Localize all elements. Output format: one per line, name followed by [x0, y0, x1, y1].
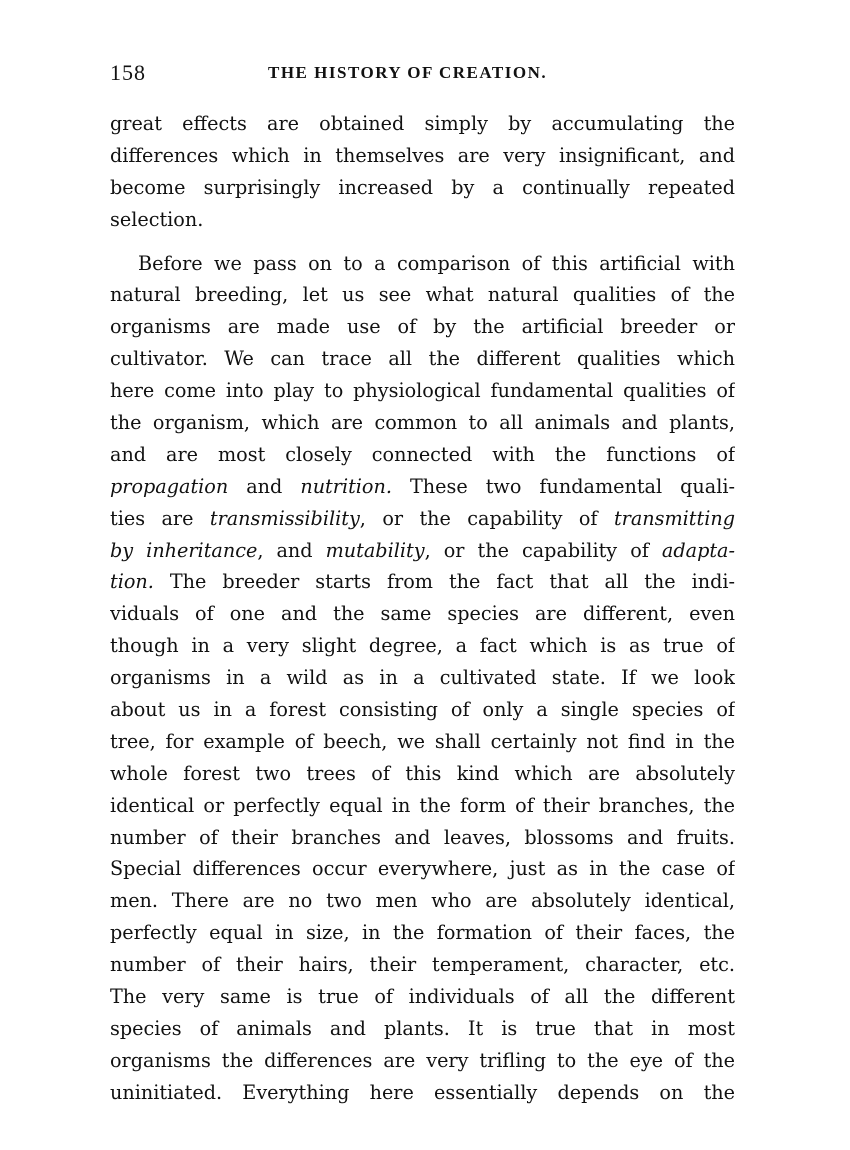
paragraph-2 — [110, 248, 735, 1109]
text-line: organisms are made use of by the artificial breeder or — [110, 315, 735, 339]
text-line: Special differences occur everywhere, just as in the case of — [110, 857, 735, 881]
text-line: become surprisingly increased by a continually repeated — [110, 175, 735, 199]
paragraph-1 — [110, 108, 735, 236]
text-line-italic-mixed: tion. The breeder starts from the fact that all the indi- — [110, 570, 735, 594]
text-line: men. There are no two men who are absolutely identical, — [110, 889, 735, 913]
italic-term: transmitting — [613, 506, 735, 530]
italic-term: propagation — [110, 474, 229, 498]
text-line: natural breeding, let us see what natural qualities of the — [110, 283, 735, 307]
text-line: here come into play to physiological fundamental qualities of — [110, 379, 735, 403]
italic-term: transmissibility — [209, 506, 360, 530]
text-line: number of their hairs, their temperament, character, etc. — [110, 953, 735, 977]
page-number: 158 — [110, 60, 146, 85]
text-line: The very same is true of individuals of all the different — [110, 985, 735, 1009]
italic-term: nutrition. — [300, 474, 392, 498]
text-line-italic-mixed: by inheritance, and mutability, or the capability of adapta- — [110, 538, 735, 562]
text-line: about us in a forest consisting of only a single species of — [110, 698, 735, 722]
text-line: whole forest two trees of this kind which are absolutely — [110, 761, 735, 785]
italic-term: mutability — [325, 538, 425, 562]
text-line: viduals of one and the same species are different, even — [110, 602, 735, 626]
page-header — [110, 60, 740, 88]
text-line: the organism, which are common to all animals and plants, — [110, 411, 735, 435]
text-line: great effects are obtained simply by accumulating the — [110, 112, 735, 135]
italic-term: adapta- — [661, 538, 735, 562]
text-line: selection. — [110, 207, 204, 231]
text-line-italic-mixed: ties are transmissibility, or the capability of transmitting — [110, 506, 735, 530]
italic-term: tion. — [110, 570, 154, 594]
text-line: and are most closely connected with the functions of — [110, 442, 735, 466]
text-line-italic-mixed: propagation and nutrition. These two fundamental quali- — [110, 474, 735, 498]
text-line: uninitiated. Everything here essentially depends on the — [110, 1080, 735, 1104]
text-line: number of their branches and leaves, blossoms and fruits. — [110, 825, 735, 849]
text-line: Before we pass on to a comparison of this artificial with — [138, 251, 735, 275]
text-line: cultivator. We can trace all the different qualities which — [110, 347, 735, 371]
text-line: perfectly equal in size, in the formation of their faces, the — [110, 921, 735, 945]
text-line: tree, for example of beech, we shall certainly not find in the — [110, 729, 735, 753]
text-line: though in a very slight degree, a fact which is as true of — [110, 634, 735, 658]
text-line: organisms the differences are very trifling to the eye of the — [110, 1048, 735, 1072]
body-text — [110, 108, 735, 1109]
running-head: THE HISTORY OF CREATION. — [268, 63, 548, 82]
text-line: organisms in a wild as in a cultivated state. If we look — [110, 666, 735, 690]
italic-term: by inheritance — [110, 538, 258, 562]
text-line: species of animals and plants. It is true that in most — [110, 1016, 735, 1040]
text-line: differences which in themselves are very insignificant, and — [110, 143, 735, 167]
text-line: identical or perfectly equal in the form of their branches, the — [110, 793, 735, 817]
